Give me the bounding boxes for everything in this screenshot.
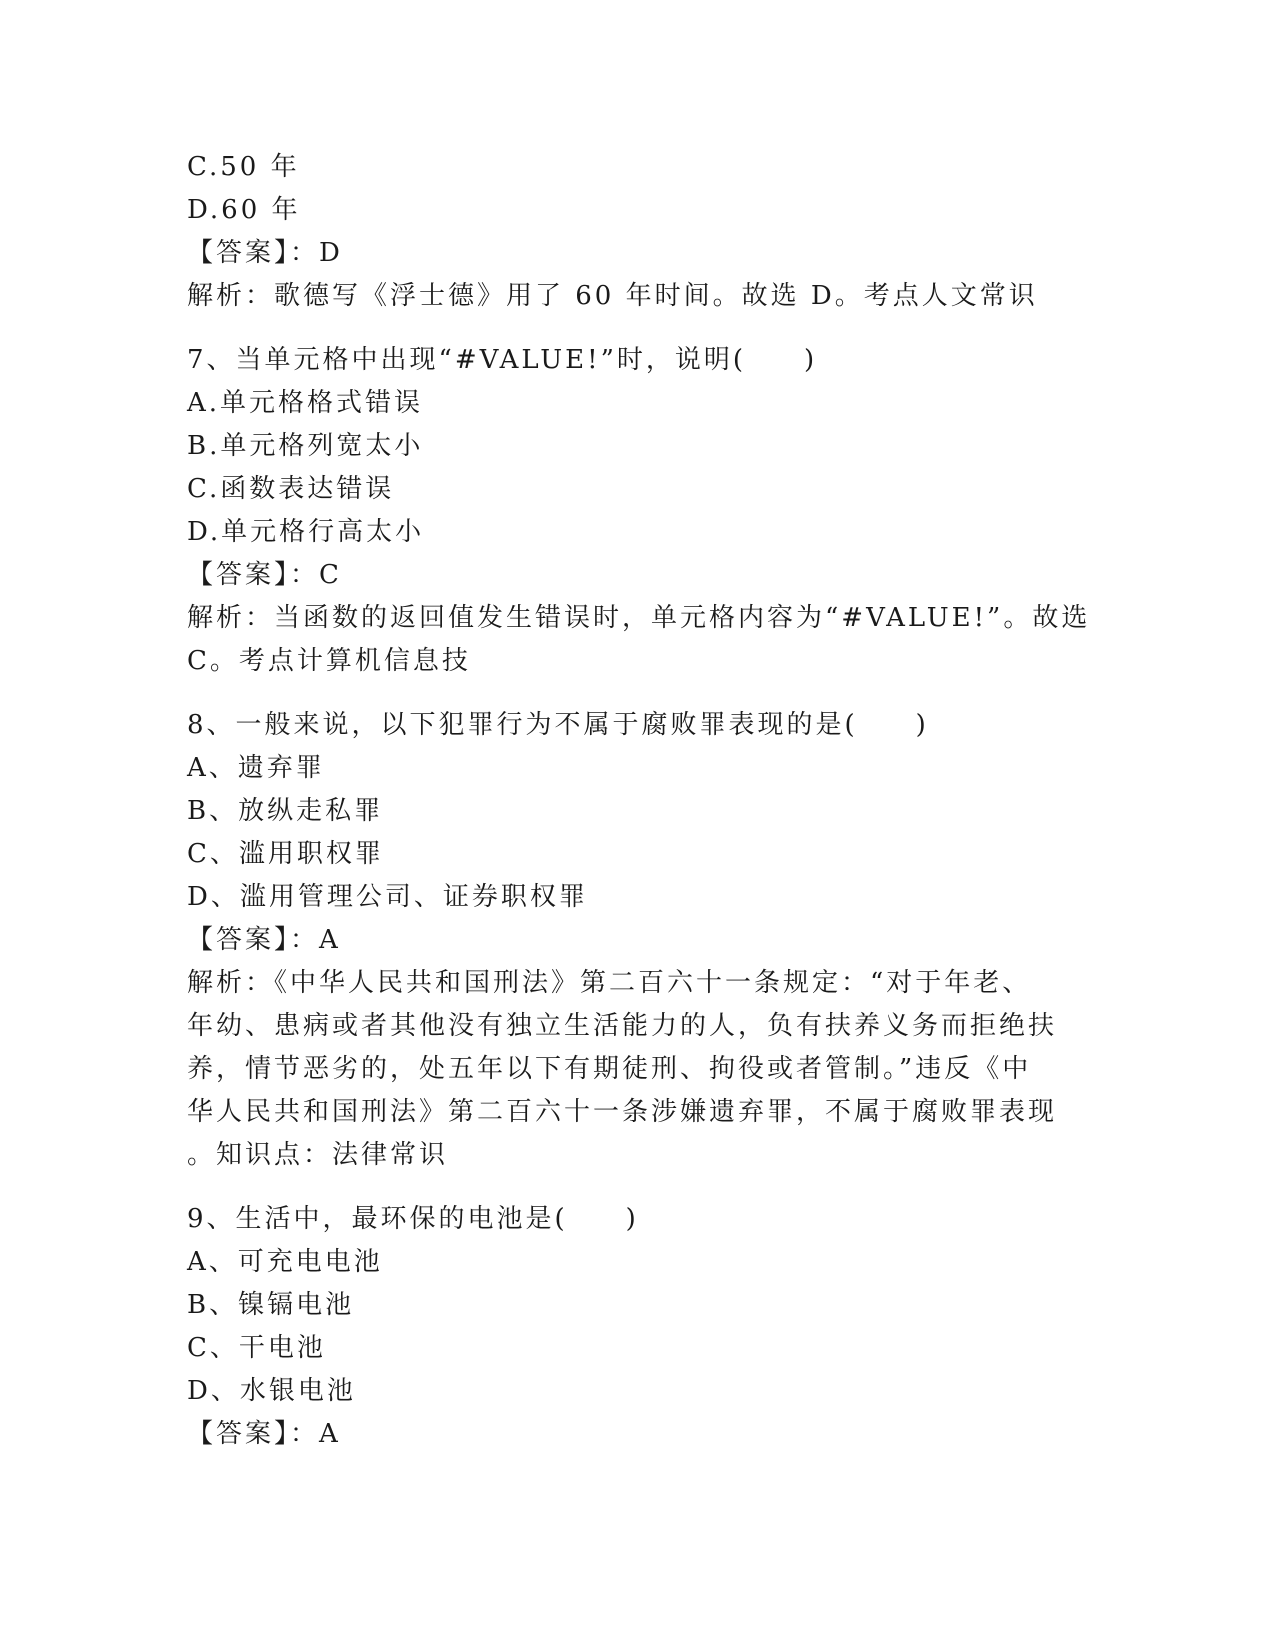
analysis-line: 解析：歌德写《浮士德》用了 60 年时间。故选 D。考点人文常识 (187, 281, 1038, 311)
option-b: B.单元格列宽太小 (187, 431, 424, 461)
answer: 【答案】：A (187, 1419, 341, 1449)
question-text: 9、生活中，最环保的电池是( ) (187, 1204, 639, 1234)
analysis-line: 华人民共和国刑法》第二百六十一条涉嫌遗弃罪，不属于腐败罪表现 (187, 1097, 1058, 1127)
question-7-block (187, 339, 1091, 683)
document-page (187, 146, 1091, 1456)
question-text: 8、一般来说，以下犯罪行为不属于腐败罪表现的是( ) (187, 710, 929, 740)
option-c: C、干电池 (187, 1333, 326, 1363)
answer: 【答案】：A (187, 925, 341, 955)
analysis-line: 解析：《中华人民共和国刑法》第二百六十一条规定：“对于年老、 (187, 968, 1032, 998)
analysis-line: 年幼、患病或者其他没有独立生活能力的人，负有扶养义务而拒绝扶 (187, 1011, 1058, 1041)
analysis-line: 解析：当函数的返回值发生错误时，单元格内容为“#VALUE!”。故选 (187, 603, 1091, 633)
option-b: B、镍镉电池 (187, 1290, 355, 1320)
option-c: C.50 年 (187, 152, 300, 182)
option-d: D.单元格行高太小 (187, 517, 425, 547)
prev-question-block (187, 146, 1087, 318)
option-a: A、可充电电池 (187, 1247, 383, 1277)
analysis-line: 养，情节恶劣的，处五年以下有期徒刑、拘役或者管制。”违反《中 (187, 1054, 1032, 1084)
question-9-block (187, 1198, 1087, 1456)
option-a: A、遗弃罪 (187, 753, 325, 783)
question-8-block (187, 704, 1087, 1177)
option-b: B、放纵走私罪 (187, 796, 384, 826)
question-text: 7、当单元格中出现“#VALUE!”时，说明( ) (187, 345, 818, 375)
option-a: A.单元格格式错误 (187, 388, 424, 418)
option-c: C、滥用职权罪 (187, 839, 384, 869)
option-c: C.函数表达错误 (187, 474, 395, 504)
option-d: D、水银电池 (187, 1376, 356, 1406)
option-d: D.60 年 (187, 195, 301, 225)
analysis-line: C。考点计算机信息技 (187, 646, 471, 676)
answer: 【答案】：C (187, 560, 342, 590)
option-d: D、滥用管理公司、证券职权罪 (187, 882, 588, 912)
answer: 【答案】：D (187, 238, 343, 268)
analysis-line: 。知识点：法律常识 (187, 1140, 449, 1170)
